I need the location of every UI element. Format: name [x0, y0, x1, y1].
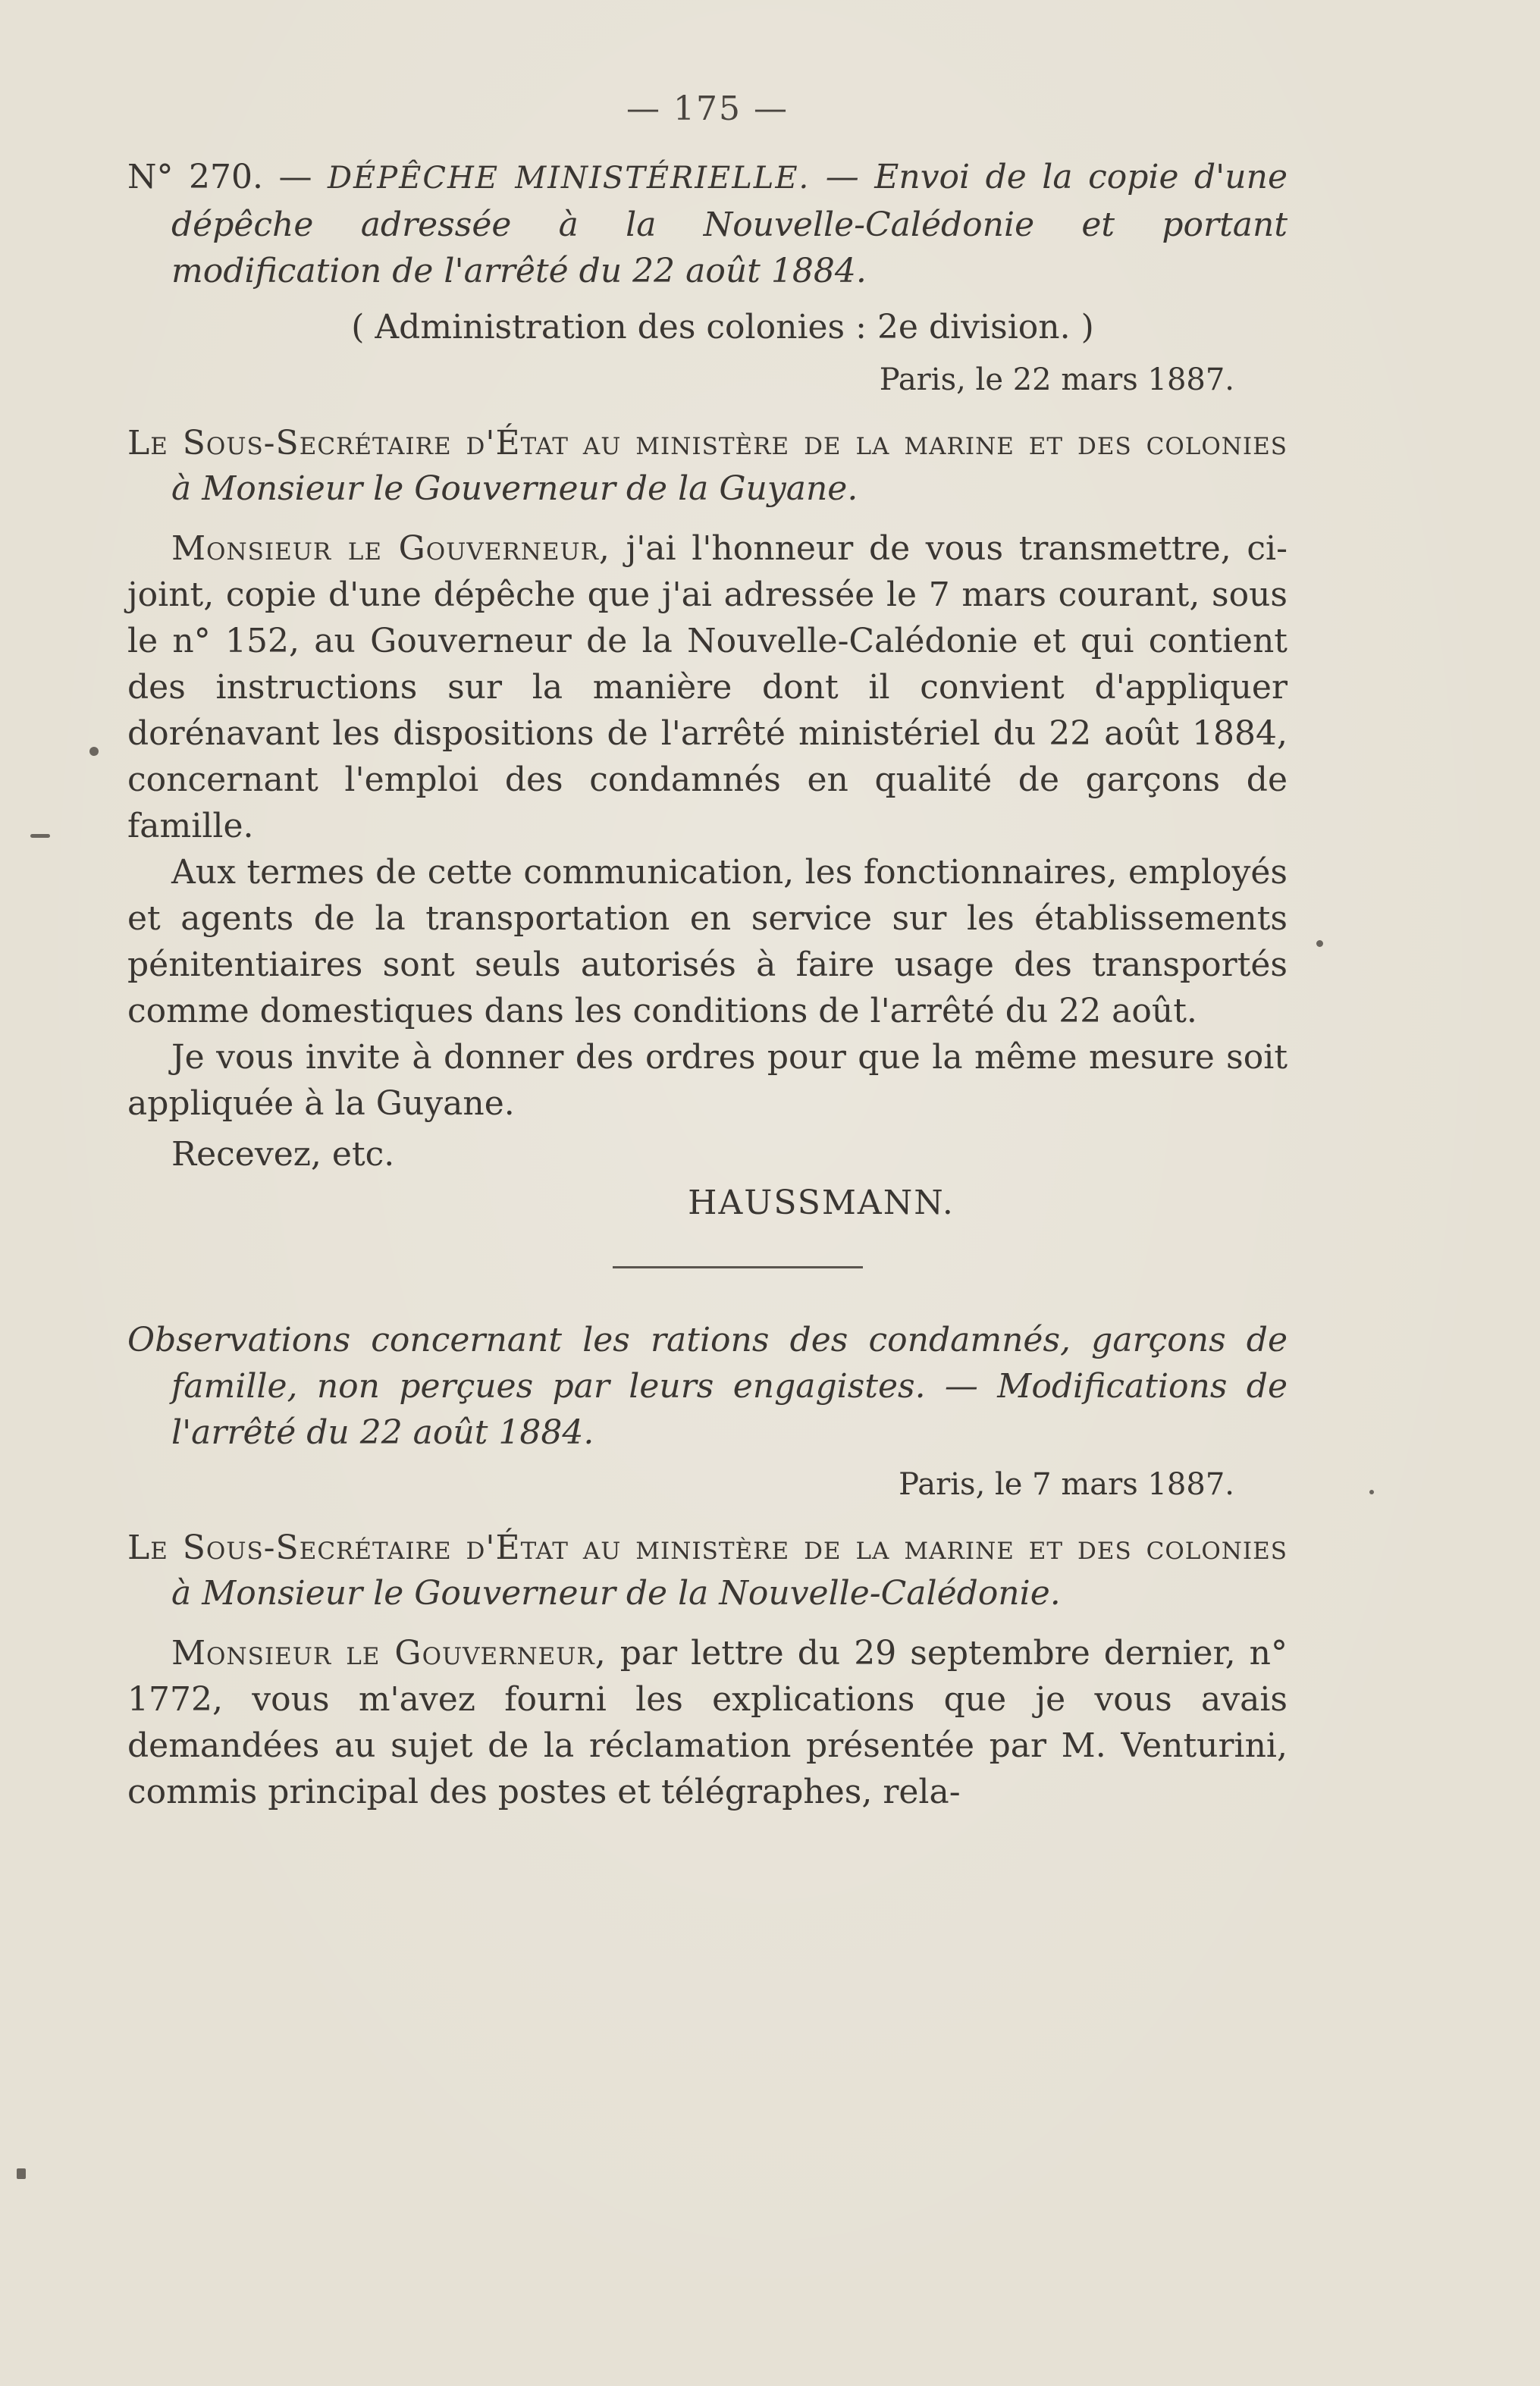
dateline-2: Paris, le 7 mars 1887. — [899, 1467, 1234, 1502]
letter-1-salutation: Monsieur le Gouverneur, — [171, 529, 610, 568]
address-2-recipient: à Monsieur le Gouverneur de la Nouvelle-Calédonie. — [171, 1574, 1061, 1613]
section-divider — [613, 1266, 863, 1268]
division-line: ( Administration des colonies : 2e division. ) — [351, 308, 1094, 346]
letter-1-paragraph-3: Je vous invite à donner des ordres pour que la même mesure soit appliquée à la Guyane. — [127, 1038, 1288, 1123]
address-1-sender: Le Sous-Secrétaire d'État au ministère de la marine et des colonies — [127, 424, 1288, 462]
letter-1-paragraph-2: Aux termes de cette communication, les fonctionnaires, employés et agents de la transportation en service sur les établissements pénitentiaires sont seuls autorisés à faire usage des transportés comme domestiques dans les conditions de l'arrêté du 22 août. — [127, 853, 1288, 1030]
letter-1-signature: HAUSSMANN. — [688, 1184, 955, 1222]
letter-1-p1-text: j'ai l'honneur de vous transmettre, ci-joint, copie d'une dépêche que j'ai adressée le 7 mars courant, sous le n° 152, au Gouverneur de la Nouvelle-Calédonie et qui contient des instructions sur la manière dont il convient d'appliquer dorénavant les dispositions de l'arrêté ministériel du 22 août 1884, concernant l'emploi des condamnés en qualité de garçons de famille. — [127, 529, 1288, 845]
address-1-recipient: à Monsieur le Gouverneur de la Guyane. — [171, 469, 858, 508]
dateline-1: Paris, le 22 mars 1887. — [879, 362, 1234, 397]
document-title: — Envoi de la copie d'une dépêche adressée à la Nouvelle-Calédonie et portant modification de l'arrêté du 22 août 1884. — [171, 158, 1288, 290]
page-number: — 175 — — [626, 89, 789, 128]
letter-1-paragraph-1 — [127, 525, 1288, 849]
address-2 — [127, 1525, 1288, 1616]
document-heading — [127, 154, 1288, 294]
letter-2-salutation: Monsieur le Gouverneur, — [171, 1634, 607, 1673]
letter-2-paragraph-1 — [127, 1630, 1288, 1815]
observations-heading: Observations concernant les rations des condamnés, garçons de famille, non perçues par leurs engagistes. — Modifications de l'arrêté du 22 août 1884. — [127, 1321, 1288, 1452]
text-column — [127, 89, 1288, 1815]
letter-1-closing: Recevez, etc. — [171, 1135, 395, 1174]
address-1 — [127, 421, 1288, 512]
address-2-sender: Le Sous-Secrétaire d'État au ministère de la marine et des colonies — [127, 1528, 1288, 1567]
document-type: DÉPÊCHE MINISTÉRIELLE. — [327, 161, 811, 196]
document-number: N° 270. — — [127, 158, 312, 196]
letter-2-p1-text: par lettre du 29 septembre dernier, n° 1772, vous m'avez fourni les explications que je vous avais demandées au sujet de la réclamation présentée par M. Venturini, commis principal des postes et télégraphes, rela- — [127, 1634, 1288, 1811]
